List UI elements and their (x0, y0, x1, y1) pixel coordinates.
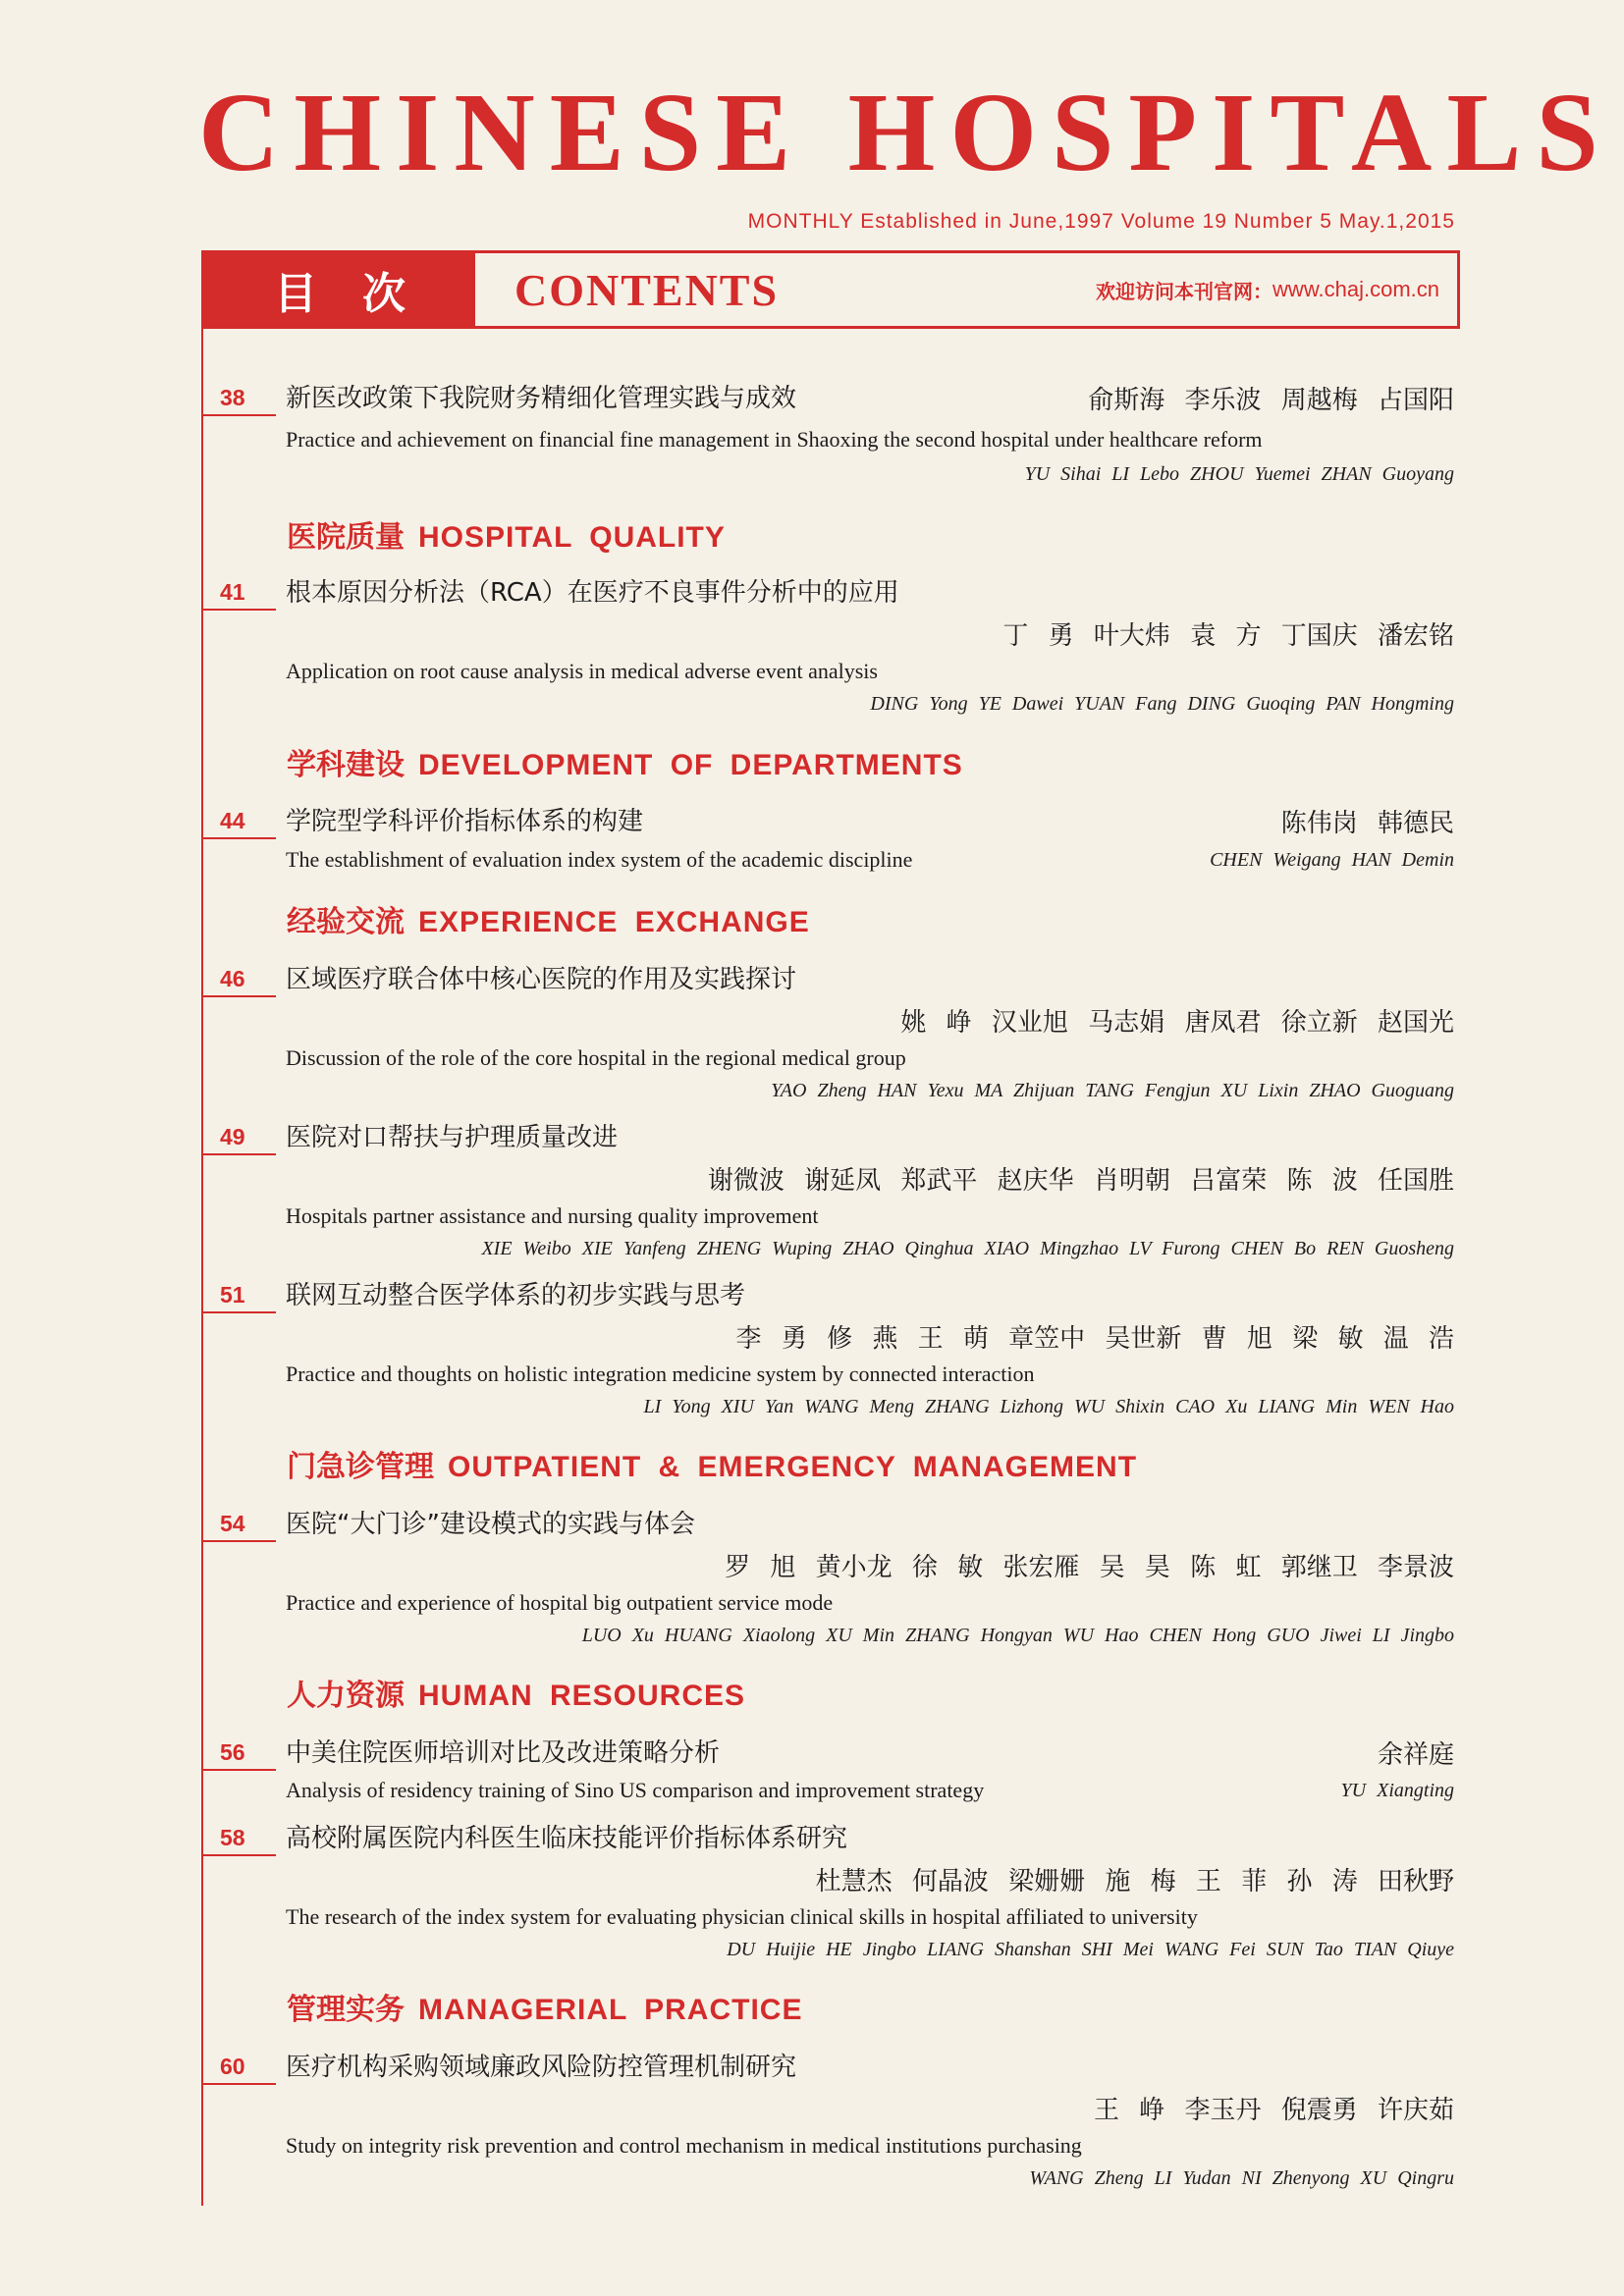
page-number: 44 (220, 805, 276, 836)
article-en-title: Study on integrity risk prevention and control mechanism in medical institutions purchasing (286, 2133, 1082, 2158)
page-number: 51 (220, 1279, 276, 1310)
article-en-title: Practice and achievement on financial fine management in Shaoxing the second hospital under healthcare reform (286, 427, 1263, 452)
article-cn-title: 新医改政策下我院财务精细化管理实践与成效 (286, 384, 797, 413)
page-number: 56 (220, 1736, 276, 1768)
section-en: OUTPATIENT & EMERGENCY MANAGEMENT (448, 1451, 1138, 1483)
article-cn-authors: 谢微波 谢延凤 郑武平 赵庆华 肖明朝 吕富荣 陈 波 任国胜 (707, 1166, 1454, 1196)
section-cn: 人力资源 (287, 1679, 405, 1713)
article-cn-authors: 罗 旭 黄小龙 徐 敏 张宏雁 吴 昊 陈 虹 郭继卫 李景波 (725, 1553, 1454, 1582)
article-en-title: Discussion of the role of the core hospital in the regional medical group (286, 1045, 906, 1070)
article-cn-title: 联网互动整合医学体系的初步实践与思考 (286, 1281, 746, 1310)
article-en-title: The research of the index system for evaluating physician clinical skills in hospital affiliated to university (286, 1904, 1198, 1929)
article-cn-title: 医院“大门诊”建设模式的实践与体会 (286, 1510, 695, 1539)
page-number: 54 (220, 1508, 276, 1539)
section-heading (287, 1991, 802, 2030)
article-en-authors: YAO Zheng HAN Yexu MA Zhijuan TANG Fengjun XU Lixin ZHAO Guoguang (771, 1080, 1454, 1101)
section-heading (287, 1677, 745, 1716)
journal-title: CHINESE HOSPITALS (198, 70, 1613, 194)
section-heading (287, 1448, 1137, 1487)
page-number: 41 (220, 576, 276, 608)
page-number: 49 (220, 1121, 276, 1152)
article-en-authors: DING Yong YE Dawei YUAN Fang DING Guoqing PAN Hongming (870, 693, 1454, 715)
page-number: 46 (220, 963, 276, 994)
article-cn-authors: 李 勇 修 燕 王 萌 章笠中 吴世新 曹 旭 梁 敏 温 浩 (735, 1324, 1454, 1354)
section-cn: 门急诊管理 (287, 1450, 434, 1484)
section-heading (287, 518, 726, 558)
article-en-authors: CHEN Weigang HAN Demin (1210, 849, 1454, 871)
article-cn-authors: 杜慧杰 何晶波 梁姗姗 施 梅 王 菲 孙 涛 田秋野 (815, 1867, 1454, 1896)
article-en-authors: LUO Xu HUANG Xiaolong XU Min ZHANG Hongyan WU Hao CHEN Hong GUO Jiwei LI Jingbo (581, 1625, 1454, 1646)
page-number: 60 (220, 2051, 276, 2082)
article-cn-title: 中美住院医师培训对比及改进策略分析 (286, 1738, 721, 1768)
website-notice (1096, 253, 1457, 326)
section-en: HUMAN RESOURCES (418, 1680, 746, 1712)
section-en: HOSPITAL QUALITY (418, 521, 726, 554)
article-en-authors: YU Xiangting (1340, 1780, 1454, 1801)
article-en-authors: DU Huijie HE Jingbo LIANG Shanshan SHI Mei WANG Fei SUN Tao TIAN Qiuye (727, 1939, 1454, 1960)
article-cn-authors: 姚 峥 汉业旭 马志娟 唐凤君 徐立新 赵国光 (900, 1008, 1454, 1038)
article-en-title: Application on root cause analysis in medical adverse event analysis (286, 659, 878, 683)
page-number: 38 (220, 382, 276, 413)
section-heading (287, 903, 810, 942)
section-cn: 管理实务 (287, 1993, 405, 2027)
article-cn-authors: 俞斯海 李乐波 周越梅 占国阳 (1088, 386, 1454, 415)
article-en-title: Analysis of residency training of Sino US comparison and improvement strategy (286, 1778, 985, 1802)
issue-line: MONTHLY Established in June,1997 Volume 19 Number 5 May.1,2015 (747, 210, 1455, 233)
section-en: MANAGERIAL PRACTICE (418, 1994, 803, 2026)
article-cn-authors: 余祥庭 (1377, 1740, 1454, 1770)
article-en-authors: YU Sihai LI Lebo ZHOU Yuemei ZHAN Guoyang (1024, 463, 1454, 485)
section-en: EXPERIENCE EXCHANGE (418, 906, 810, 938)
article-en-title: Practice and experience of hospital big outpatient service mode (286, 1590, 834, 1615)
article-cn-authors: 陈伟岗 韩德民 (1280, 809, 1454, 838)
article-cn-title: 学院型学科评价指标体系的构建 (286, 807, 644, 836)
article-en-title: Practice and thoughts on holistic integration medicine system by connected interaction (286, 1362, 1035, 1386)
article-en-title: Hospitals partner assistance and nursing quality improvement (286, 1203, 819, 1228)
article-en-authors: WANG Zheng LI Yudan NI Zhenyong XU Qingru (1029, 2167, 1454, 2189)
section-cn: 医院质量 (287, 520, 405, 555)
section-heading (287, 746, 963, 785)
article-cn-authors: 丁 勇 叶大炜 袁 方 丁国庆 潘宏铭 (1002, 621, 1454, 651)
article-cn-title: 医疗机构采购领域廉政风险防控管理机制研究 (286, 2053, 797, 2082)
article-cn-title: 高校附属医院内科医生临床技能评价指标体系研究 (286, 1824, 848, 1853)
article-cn-authors: 王 峥 李玉丹 倪震勇 许庆茹 (1093, 2096, 1454, 2125)
article-en-authors: XIE Weibo XIE Yanfeng ZHENG Wuping ZHAO Qinghua XIAO Mingzhao LV Furong CHEN Bo REN Guosheng (481, 1238, 1454, 1259)
section-cn: 经验交流 (287, 905, 405, 939)
article-cn-title: 根本原因分析法（RCA）在医疗不良事件分析中的应用 (286, 578, 899, 608)
article-cn-title: 医院对口帮扶与护理质量改进 (286, 1123, 619, 1152)
article-en-title: The establishment of evaluation index system of the academic discipline (286, 847, 913, 872)
website-link[interactable]: www.chaj.com.cn (1272, 277, 1439, 301)
contents-header (201, 250, 1460, 329)
article-en-authors: LI Yong XIU Yan WANG Meng ZHANG Lizhong WU Shixin CAO Xu LIANG Min WEN Hao (643, 1396, 1454, 1417)
page-number: 58 (220, 1822, 276, 1853)
website-label: 欢迎访问本刊官网： (1096, 279, 1273, 303)
section-en: DEVELOPMENT OF DEPARTMENTS (418, 749, 963, 781)
contents-cn-label: 目次 (204, 253, 475, 326)
contents-en-label: CONTENTS (514, 264, 780, 315)
section-cn: 学科建设 (287, 748, 405, 782)
article-cn-title: 区域医疗联合体中核心医院的作用及实践探讨 (286, 965, 797, 994)
